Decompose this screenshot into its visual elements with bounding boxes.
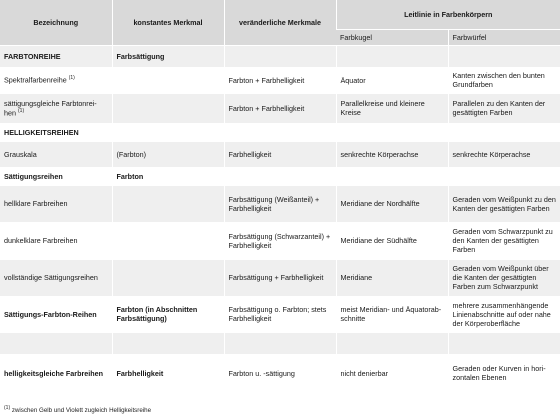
cell-empty: [336, 332, 448, 354]
cell-farbkugel: Parallelkreise und kleinere Kreise: [336, 93, 448, 123]
cell-farbkugel: Äquator: [336, 67, 448, 93]
cell-empty: [336, 167, 448, 185]
cell-konstant: Farbhelligkeit: [112, 354, 224, 392]
cell-empty: [448, 167, 560, 185]
cell-veraenderlich: Farbhelligkeit: [224, 141, 336, 167]
cell-name-text: Spektralfarbenreihe: [4, 75, 67, 85]
cell-name: Grauskala: [0, 141, 112, 167]
cell-farbkugel: Meridiane der Nordhälfte: [336, 185, 448, 222]
cell-name-text: sättigungsgleiche Farbtonrei-hen: [4, 98, 97, 118]
cell-farbwuerfel: mehrere zusammenhängende Linienabschnitte auf oder nahe der Körperoberfläche: [448, 296, 560, 332]
table-row: [0, 259, 560, 296]
header-farbwuerfel: Farbwürfel: [448, 29, 560, 45]
cell-empty: [112, 123, 224, 141]
header-konstantes-merkmal: konstantes Merkmal: [112, 0, 224, 45]
cell-empty: [448, 45, 560, 67]
cell-name: dunkelklare Farbreihen: [0, 222, 112, 259]
cell-name: Sättigungs-Farbton-Reihen: [0, 296, 112, 332]
footnote-text: zwischen Gelb und Violett zugleich Helligkeitsreihe: [11, 407, 152, 415]
cell-empty: [448, 332, 560, 354]
cell-empty: [112, 185, 224, 222]
cell-name: [0, 67, 112, 93]
cell-empty: [112, 67, 224, 93]
header-farbkugel: Farbkugel: [336, 29, 448, 45]
header-leitlinie: Leitlinie in Farbenkörpern: [336, 0, 560, 29]
cell-veraenderlich: Farbton u. -sättigung: [224, 354, 336, 392]
cell-farbwuerfel: Parallelen zu den Kanten der gesättigten Farben: [448, 93, 560, 123]
header-veraenderliche-merkmale: veränderliche Merkmale: [224, 0, 336, 45]
cell-empty: [0, 332, 112, 354]
cell-farbkugel: Meridiane der Südhälfte: [336, 222, 448, 259]
table-row: [0, 222, 560, 259]
cell-name: Sättigungsreihen: [0, 167, 112, 185]
cell-farbwuerfel: Geraden vom Weißpunkt zu den Kanten der gesättigten Farben: [448, 185, 560, 222]
cell-konstant: (Farbton): [112, 141, 224, 167]
footnote-marker: (1): [18, 107, 25, 114]
table-row: [0, 167, 560, 185]
cell-empty: [336, 123, 448, 141]
table-row: [0, 93, 560, 123]
cell-empty: [224, 332, 336, 354]
table-row: [0, 45, 560, 67]
cell-empty: [448, 123, 560, 141]
cell-empty: [224, 123, 336, 141]
table-row-spacer: [0, 332, 560, 354]
cell-veraenderlich: Farbton + Farbhelligkeit: [224, 67, 336, 93]
cell-konstant: Farbton: [112, 167, 224, 185]
cell-farbwuerfel: Geraden oder Kurven in hori-zontalen Ebenen: [448, 354, 560, 392]
cell-farbwuerfel: Geraden vom Weißpunkt über die Kanten der gesättigten Farben zum Schwarzpunkt: [448, 259, 560, 296]
cell-name: HELLIGKEITSREIHEN: [0, 123, 112, 141]
cell-konstant: Farbton (in Abschnitten Farbsättigung): [112, 296, 224, 332]
cell-veraenderlich: Farbton + Farbhelligkeit: [224, 93, 336, 123]
cell-farbkugel: nicht denierbar: [336, 354, 448, 392]
table-row: [0, 185, 560, 222]
table-row: [0, 67, 560, 93]
footnote: [4, 405, 151, 414]
header-row: [0, 0, 560, 29]
cell-farbkugel: Meridiane: [336, 259, 448, 296]
cell-veraenderlich: Farbsättigung (Weißanteil) + Farbhelligkeit: [224, 185, 336, 222]
cell-veraenderlich: Farbsättigung o. Farbton; stets Farbhelligkeit: [224, 296, 336, 332]
table-row: [0, 141, 560, 167]
cell-name: FARBTONREIHE: [0, 45, 112, 67]
cell-empty: [112, 222, 224, 259]
footnote-marker: (1): [68, 75, 75, 82]
cell-veraenderlich: Farbsättigung + Farbhelligkeit: [224, 259, 336, 296]
cell-name: vollständige Sättigungsreihen: [0, 259, 112, 296]
cell-farbwuerfel: Kanten zwischen den bunten Grundfarben: [448, 67, 560, 93]
header-bezeichnung: Bezeichnung: [0, 0, 112, 45]
cell-name: hellklare Farbreihen: [0, 185, 112, 222]
cell-name: helligkeitsgleiche Farbreihen: [0, 354, 112, 392]
cell-name: [0, 93, 112, 123]
cell-farbwuerfel: senkrechte Körperachse: [448, 141, 560, 167]
footnote-marker: (1): [4, 405, 11, 411]
cell-farbkugel: meist Meridian- und Äquatorab-schnitte: [336, 296, 448, 332]
cell-empty: [224, 45, 336, 67]
table-row: [0, 354, 560, 392]
cell-farbwuerfel: Geraden vom Schwarzpunkt zu den Kanten der gesättigten Farben: [448, 222, 560, 259]
cell-empty: [224, 167, 336, 185]
cell-farbkugel: senkrechte Körperachse: [336, 141, 448, 167]
cell-empty: [336, 45, 448, 67]
cell-konstant: Farbsättigung: [112, 45, 224, 67]
table-row: [0, 123, 560, 141]
cell-veraenderlich: Farbsättigung (Schwarzanteil) + Farbhelligkeit: [224, 222, 336, 259]
cell-empty: [112, 332, 224, 354]
cell-empty: [112, 93, 224, 123]
cell-empty: [112, 259, 224, 296]
table-row: [0, 296, 560, 332]
